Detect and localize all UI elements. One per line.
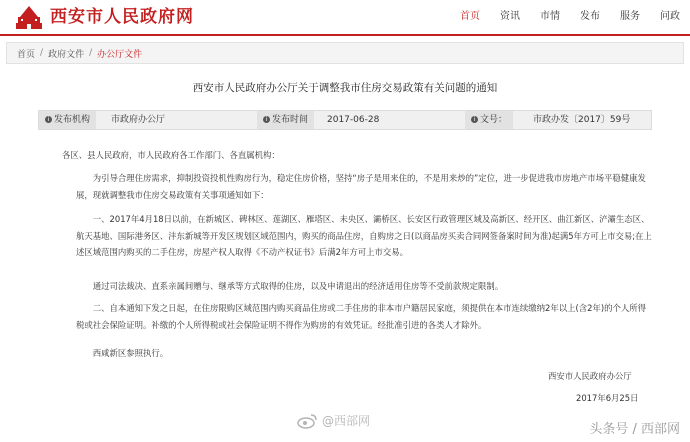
weibo-watermark-text: @西部网	[322, 414, 371, 428]
document-paragraph-2: 一、2017年4月18日以前，在新城区、碑林区、莲湖区、雁塔区、未央区、灞桥区、长安区行政管理区域及高新区、经开区、曲江新区、浐灞生态区、航天基地、国际港务区、沣东新城等开发区规划区域范围内，购买的商品住房，自购房之日(以商品房买卖合同网签备案时间为准)起满5年方可上市交易;在上述区域范围内购买的二手住房，房屋产权人取得《不动产权证书》后满2年方可上市交易。	[76, 214, 652, 257]
toutiao-watermark: 头条号 / 西部网	[589, 422, 680, 437]
weibo-watermark	[296, 412, 370, 429]
time-value: 2017-06-28	[327, 115, 380, 125]
issuer-value: 市政府办公厅	[111, 115, 166, 125]
city-wall-emblem-icon	[14, 3, 44, 31]
breadcrumb-separator: /	[89, 48, 93, 58]
nav-inquiry[interactable]: 问政	[660, 11, 680, 22]
breadcrumb-separator: /	[40, 48, 44, 58]
number-label: i 文号：	[465, 111, 513, 129]
nav-news[interactable]: 资讯	[500, 11, 520, 22]
document-paragraph-5: 西咸新区参照执行。	[92, 348, 169, 358]
nav-city-info[interactable]: 市情	[540, 11, 560, 22]
nav-publish[interactable]: 发布	[580, 11, 600, 22]
document-salutation: 各区、县人民政府，市人民政府各工作部门、各直属机构：	[62, 150, 280, 160]
issuer-label: i 发布机构	[39, 111, 96, 129]
nav-home[interactable]: 首页	[460, 11, 480, 22]
info-icon: i	[471, 116, 478, 123]
document-paragraph-1: 为引导合理住房需求，抑制投资投机性购房行为，稳定住房价格，坚持“房子是用来住的，不是用来炒的”定位，进一步促进我市房地产市场平稳健康发展，现就调整我市住房交易政策有关事项通知如下：	[76, 173, 646, 200]
info-icon: i	[45, 116, 52, 123]
breadcrumb-office-docs[interactable]: 办公厅文件	[97, 49, 143, 60]
number-value: 市政办发〔2017〕59号	[533, 115, 631, 125]
info-icon: i	[263, 116, 270, 123]
breadcrumb	[6, 42, 684, 64]
document-meta-bar	[38, 110, 652, 130]
document-title: 西安市人民政府办公厅关于调整我市住房交易政策有关问题的通知	[192, 82, 498, 94]
site-header	[0, 0, 690, 36]
time-label: i 发布时间	[257, 111, 314, 129]
document-date: 2017年6月25日	[576, 393, 639, 403]
main-nav	[450, 0, 690, 34]
document-paragraph-4: 二、自本通知下发之日起，在住房限购区域范围内购买商品住房或二手住房的非本市户籍居民家庭，须提供在本市连续缴纳2年以上(含2年)的个人所得税或社会保险证明。补缴的个人所得税或社会保险证明不得作为购房的有效凭证。经批准引进的各类人才除外。	[76, 303, 646, 330]
site-name: 西安市人民政府网	[50, 7, 194, 27]
nav-services[interactable]: 服务	[620, 11, 640, 22]
document-paragraph-3: 通过司法裁决、直系亲属间赠与、继承等方式取得的住房，以及申请退出的经济适用住房等不受前款规定限制。	[92, 281, 504, 291]
weibo-icon	[296, 413, 318, 429]
breadcrumb-home[interactable]: 首页	[17, 49, 36, 60]
breadcrumb-gov-docs[interactable]: 政府文件	[48, 49, 85, 60]
site-logo[interactable]	[14, 3, 194, 31]
document-signature: 西安市人民政府办公厅	[548, 371, 632, 381]
